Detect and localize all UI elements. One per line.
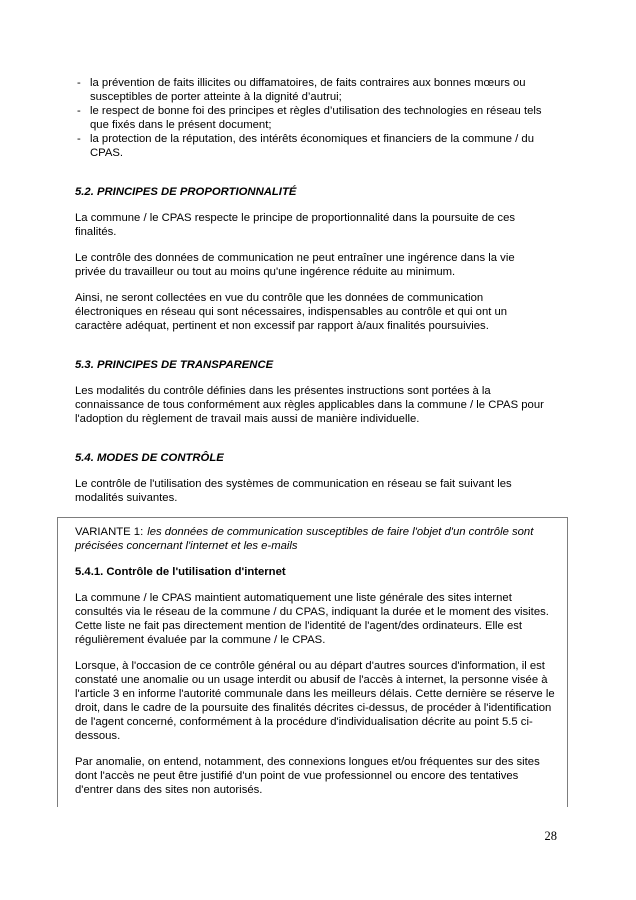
- paragraph: Les modalités du contrôle définies dans les présentes instructions sont portées à la connaissance de tous conformément aux règles applicables dans la commune / le CPAS pour l'adoption du règlement de travail mais aussi de manière individuelle.: [75, 385, 544, 425]
- variante-intro: [75, 525, 555, 553]
- variante-label: VARIANTE 1:: [75, 526, 144, 538]
- section-heading-proportionnalite: 5.2. PRINCIPES DE PROPORTIONNALITÉ: [75, 186, 297, 198]
- paragraph: La commune / le CPAS respecte le principe de proportionnalité dans la poursuite de ces finalités.: [75, 212, 515, 238]
- list-item-text: la prévention de faits illicites ou diffamatoires, de faits contraires aux bonnes mœurs ou susceptibles de porter atteinte à la dignité d’autrui;: [90, 77, 526, 103]
- list-item: [75, 132, 548, 160]
- paragraph: La commune / le CPAS maintient automatiquement une liste générale des sites internet consultés via le réseau de la commune / du CPAS, indiquant la durée et le moment des visites. Cette liste ne fait pas directement mention de l'identité de l'agent/des ordinateurs. Elle est régulièrement évaluée par la commune / le CPAS.: [75, 592, 549, 646]
- list-item: [75, 76, 548, 104]
- bullet-dash: -: [77, 77, 81, 89]
- list-item-text: la protection de la réputation, des intérêts économiques et financiers de la commune / du CPAS.: [90, 133, 534, 159]
- section-heading-modes-de-controle: 5.4. MODES DE CONTRÔLE: [75, 452, 224, 464]
- paragraph: Ainsi, ne seront collectées en vue du contrôle que les données de communication électroniques en réseau qui sont nécessaires, indispensables au contrôle et qui ont un caractère adéquat, pertinent et non excessif par rapport à/aux finalités poursuivies.: [75, 292, 508, 332]
- paragraph: Le contrôle des données de communication ne peut entraîner une ingérence dans la vie privée du travailleur ou tout au moins qu'une ingérence réduite au minimum.: [75, 252, 515, 278]
- bullet-dash: -: [77, 105, 81, 117]
- paragraph: Lorsque, à l'occasion de ce contrôle général ou au départ d'autres sources d'information, il est constaté une anomalie ou un usage interdit ou abusif de l'accès à internet, la personne visée à l'article 3 en informe l'autorité communale dans les meilleurs délais. Cette dernière se réserve le droit, dans le cadre de la poursuite des finalités décrites ci-dessus, de procéder à l'identification de l'agent concerné, conformément à la procédure d'individualisation décrite au point 5.5 ci-dessous.: [75, 660, 555, 742]
- bullet-list: [75, 76, 548, 160]
- variante-description: les données de communication susceptibles de faire l'objet d'un contrôle sont précisées concernant l'internet et les e-mails: [75, 526, 534, 552]
- bullet-dash: -: [77, 133, 81, 145]
- list-item: [75, 104, 548, 132]
- list-item-text: le respect de bonne foi des principes et règles d’utilisation des technologies en réseau tels que fixés dans le présent document;: [90, 105, 542, 131]
- subsection-heading-controle-internet: 5.4.1. Contrôle de l'utilisation d'internet: [75, 566, 286, 578]
- paragraph: Par anomalie, on entend, notamment, des connexions longues et/ou fréquentes sur des sites dont l'accès ne peut être justifié d'un point de vue professionnel ou encore des tentatives d'entrer dans des sites non autorisés.: [75, 756, 540, 796]
- section-heading-transparence: 5.3. PRINCIPES DE TRANSPARENCE: [75, 359, 274, 371]
- page-number: 28: [544, 829, 557, 843]
- variante-1-box: [57, 517, 568, 807]
- paragraph: Le contrôle de l'utilisation des systèmes de communication en réseau se fait suivant les modalités suivantes.: [75, 478, 512, 504]
